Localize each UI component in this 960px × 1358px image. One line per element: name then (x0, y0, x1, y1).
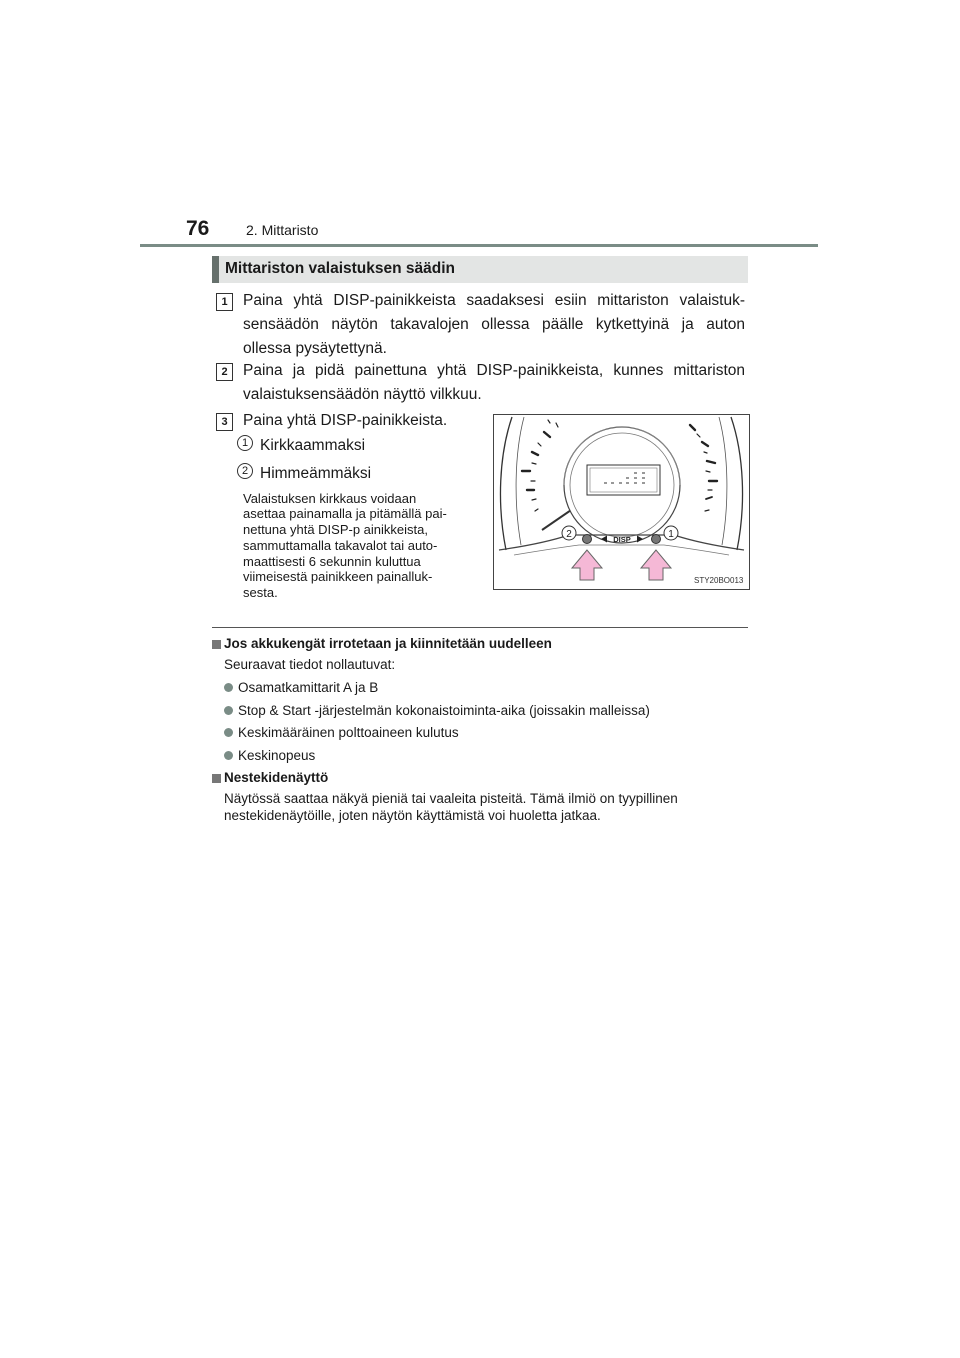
section-title-bar (212, 256, 748, 283)
battery-bullet-1: Osamatkamittarit A ja B (238, 680, 379, 695)
bullet-dot (224, 706, 233, 715)
option-1-marker: 1 (237, 435, 253, 451)
lcd-heading: Nestekidenäyttö (224, 770, 329, 785)
note-line-1: Valaistuksen kirkkaus voidaan (243, 491, 417, 506)
option-2-marker: 2 (237, 463, 253, 479)
heading-square-bullet (212, 774, 221, 783)
battery-heading: Jos akkukengät irrotetaan ja kiinnitetään uudelleen (224, 636, 552, 651)
step-3-marker: 3 (216, 413, 233, 431)
note-line-3: nettuna yhtä DISP-p ainikkeista, (243, 522, 428, 537)
battery-intro: Seuraavat tiedot nollautuvat: (224, 657, 396, 672)
page-number: 76 (186, 217, 210, 240)
heading-square-bullet (212, 640, 221, 649)
lcd-line-1: Näytössä saattaa näkyä pieniä tai vaaleita pisteitä. Tämä ilmiö on tyypillinen (224, 791, 678, 806)
header-divider (140, 244, 818, 247)
disp-button-label: DISP (613, 535, 631, 544)
arrow-left (572, 550, 602, 580)
option-2-label: Himmeämmäksi (260, 465, 372, 482)
step-2-line-1: Paina ja pidä painettuna yhtä DISP-painikkeista, kunnes mittariston (243, 362, 745, 379)
callout-2: 2 (566, 529, 572, 540)
bullet-dot (224, 728, 233, 737)
battery-bullet-4: Keskinopeus (238, 748, 316, 763)
step-1-line-2: sensäädön näytön takavalojen ollessa päälle kytkettyinä ja auton (243, 316, 745, 333)
bullet-dot (224, 683, 233, 692)
step-2-line-2: valaistuksensäädön näyttö vilkkuu. (243, 386, 482, 403)
callout-1: 1 (668, 529, 674, 540)
step-1-line-1: Paina yhtä DISP-painikkeista saadaksesi esiin mittariston valaistuk- (243, 292, 745, 309)
section-title: Mittariston valaistuksen säädin (225, 260, 455, 277)
figure-caption: STY20BO013 (694, 576, 744, 585)
step-1-marker: 1 (216, 293, 233, 311)
note-line-2: asettaa painamalla ja pitämällä pai- (243, 506, 447, 521)
step-2-marker: 2 (216, 363, 233, 381)
lcd-line-2: nestekidenäytöille, joten näytön käyttämistä voi huoletta jatkaa. (224, 808, 601, 823)
section-divider (212, 627, 748, 628)
note-line-5: maattisesti 6 sekunnin kuluttua (243, 554, 421, 569)
arrow-right (641, 550, 671, 580)
note-line-4: sammuttamalla takavalot tai auto- (243, 538, 438, 553)
chapter-title: 2. Mittaristo (246, 222, 319, 238)
step-1-line-3: ollessa pysäytettynä. (243, 340, 387, 357)
battery-bullet-3: Keskimääräinen polttoaineen kulutus (238, 725, 459, 740)
option-1-label: Kirkkaammaksi (260, 437, 366, 454)
note-line-6: viimeisestä painikkeen painalluk- (243, 569, 433, 584)
step-3-line-1: Paina yhtä DISP-painikkeista. (243, 412, 448, 429)
section-accent (212, 256, 219, 283)
battery-bullet-2: Stop & Start -järjestelmän kokonaistoiminta-aika (joissakin malleissa) (238, 703, 650, 718)
note-line-7: sesta. (243, 585, 278, 600)
instrument-cluster-figure (493, 414, 750, 590)
bullet-dot (224, 751, 233, 760)
instrument-cluster-illustration (494, 415, 749, 589)
